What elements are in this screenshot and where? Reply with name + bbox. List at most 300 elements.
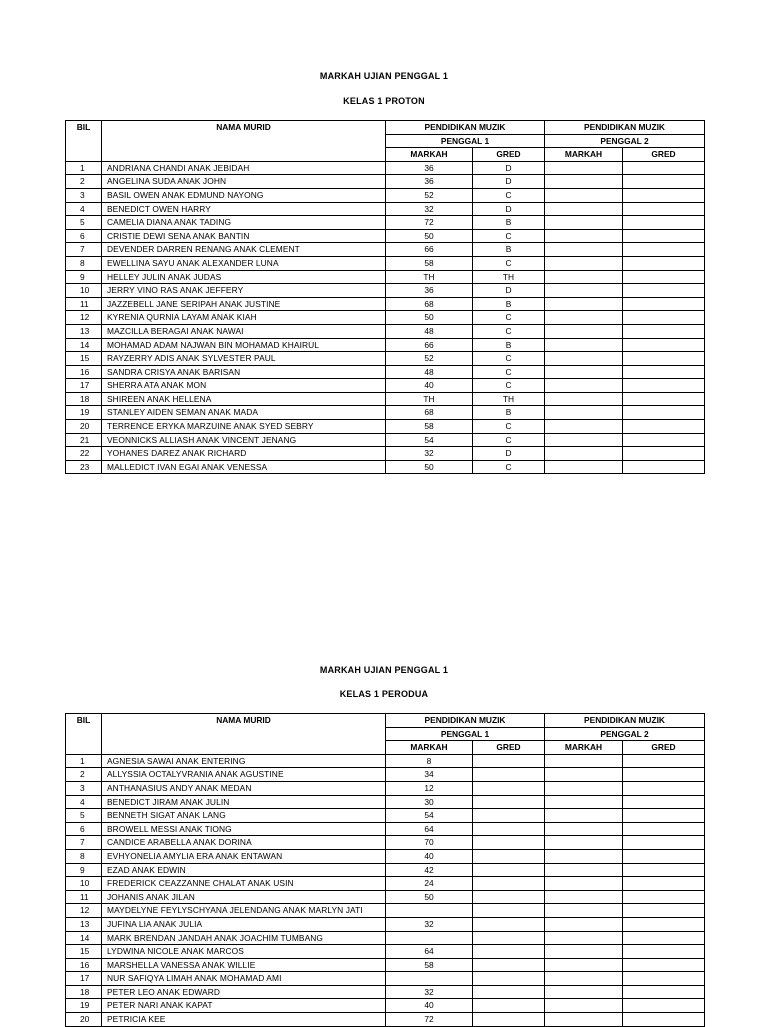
- term-1-grade: [473, 836, 545, 850]
- term-2-mark: [545, 161, 623, 175]
- term-1-mark: 42: [386, 863, 473, 877]
- term-1-grade: B: [473, 338, 545, 352]
- term-2-mark: [545, 175, 623, 189]
- term-1-grade: C: [473, 229, 545, 243]
- table-row: [66, 379, 705, 393]
- student-name: PETER NARI ANAK KAPAT: [102, 999, 386, 1013]
- term-1-grade: [473, 863, 545, 877]
- term-2-mark: [545, 420, 623, 434]
- row-number: 11: [66, 297, 102, 311]
- table-row: [66, 781, 705, 795]
- term-2-grade: [623, 188, 705, 202]
- row-number: 13: [66, 917, 102, 931]
- student-name: CAMELIA DIANA ANAK TADING: [102, 216, 386, 230]
- table-row: [66, 420, 705, 434]
- term-1-mark: 8: [386, 754, 473, 768]
- term-1-grade: C: [473, 188, 545, 202]
- term-1-mark: [386, 931, 473, 945]
- row-number: 7: [66, 243, 102, 257]
- term-2-grade: [623, 836, 705, 850]
- table-row: [66, 999, 705, 1013]
- term-1-mark: 68: [386, 297, 473, 311]
- term-2-grade: [623, 392, 705, 406]
- term-2-mark: [545, 379, 623, 393]
- term-1-grade: B: [473, 243, 545, 257]
- term-1-grade: [473, 809, 545, 823]
- header-grade-1: GRED: [473, 741, 545, 755]
- term-2-mark: [545, 972, 623, 986]
- student-name: MAYDELYNE FEYLYSCHYANA JELENDANG ANAK MARLYN JATI: [102, 904, 386, 918]
- header-subject-2: PENDIDIKAN MUZIK: [545, 121, 705, 135]
- row-number: 1: [66, 161, 102, 175]
- table-row: [66, 270, 705, 284]
- class-name: KELAS 1 PERODUA: [339, 689, 429, 699]
- term-2-mark: [545, 352, 623, 366]
- term-2-grade: [623, 311, 705, 325]
- term-2-grade: [623, 175, 705, 189]
- term-2-grade: [623, 161, 705, 175]
- term-1-grade: C: [473, 365, 545, 379]
- term-2-mark: [545, 768, 623, 782]
- term-2-grade: [623, 365, 705, 379]
- row-number: 17: [66, 972, 102, 986]
- marks-table: [65, 713, 705, 1027]
- header-bil: BIL: [66, 121, 102, 162]
- term-2-mark: [545, 270, 623, 284]
- term-2-grade: [623, 338, 705, 352]
- term-2-grade: [623, 447, 705, 461]
- table-row: [66, 284, 705, 298]
- row-number: 6: [66, 229, 102, 243]
- student-name: BENNETH SIGAT ANAK LANG: [102, 809, 386, 823]
- row-number: 10: [66, 877, 102, 891]
- table-row: [66, 175, 705, 189]
- header-term-1: PENGGAL 1: [386, 134, 545, 148]
- term-1-grade: [473, 1013, 545, 1027]
- student-name: EZAD ANAK EDWIN: [102, 863, 386, 877]
- row-number: 22: [66, 447, 102, 461]
- term-1-mark: 70: [386, 836, 473, 850]
- term-1-grade: [473, 795, 545, 809]
- term-2-grade: [623, 284, 705, 298]
- term-1-mark: 34: [386, 768, 473, 782]
- student-name: STANLEY AIDEN SEMAN ANAK MADA: [102, 406, 386, 420]
- header-mark-2: MARKAH: [545, 741, 623, 755]
- row-number: 13: [66, 324, 102, 338]
- student-name: BENEDICT OWEN HARRY: [102, 202, 386, 216]
- term-1-grade: [473, 904, 545, 918]
- term-2-grade: [623, 890, 705, 904]
- row-number: 17: [66, 379, 102, 393]
- student-name: LYDWINA NICOLE ANAK MARCOS: [102, 945, 386, 959]
- term-2-mark: [545, 836, 623, 850]
- term-2-grade: [623, 256, 705, 270]
- term-1-grade: B: [473, 216, 545, 230]
- term-1-mark: 64: [386, 945, 473, 959]
- term-2-mark: [545, 958, 623, 972]
- term-2-mark: [545, 447, 623, 461]
- row-number: 1: [66, 754, 102, 768]
- student-name: YOHANES DAREZ ANAK RICHARD: [102, 447, 386, 461]
- term-2-mark: [545, 229, 623, 243]
- table-row: [66, 931, 705, 945]
- term-1-mark: 50: [386, 460, 473, 474]
- term-2-mark: [545, 863, 623, 877]
- table-row: [66, 890, 705, 904]
- term-2-mark: [545, 256, 623, 270]
- student-name: JERRY VINO RAS ANAK JEFFERY: [102, 284, 386, 298]
- term-1-mark: 32: [386, 202, 473, 216]
- row-number: 10: [66, 284, 102, 298]
- term-1-mark: TH: [386, 392, 473, 406]
- term-2-mark: [545, 781, 623, 795]
- term-1-mark: 32: [386, 447, 473, 461]
- term-1-mark: 12: [386, 781, 473, 795]
- term-2-mark: [545, 945, 623, 959]
- term-1-grade: D: [473, 447, 545, 461]
- term-2-grade: [623, 216, 705, 230]
- term-2-grade: [623, 999, 705, 1013]
- header-grade-1: GRED: [473, 148, 545, 162]
- term-1-mark: 54: [386, 433, 473, 447]
- term-2-grade: [623, 379, 705, 393]
- table-row: [66, 406, 705, 420]
- term-1-grade: [473, 917, 545, 931]
- term-1-mark: 48: [386, 324, 473, 338]
- term-1-grade: C: [473, 352, 545, 366]
- term-1-grade: B: [473, 297, 545, 311]
- table-row: [66, 972, 705, 986]
- row-number: 18: [66, 392, 102, 406]
- term-1-grade: [473, 781, 545, 795]
- header-bil: BIL: [66, 714, 102, 755]
- term-2-mark: [545, 890, 623, 904]
- student-name: SANDRA CRISYA ANAK BARISAN: [102, 365, 386, 379]
- term-1-grade: [473, 768, 545, 782]
- term-1-mark: 58: [386, 256, 473, 270]
- student-name: HELLEY JULIN ANAK JUDAS: [102, 270, 386, 284]
- term-2-grade: [623, 433, 705, 447]
- term-2-mark: [545, 999, 623, 1013]
- term-2-grade: [623, 1013, 705, 1027]
- term-2-mark: [545, 931, 623, 945]
- term-1-grade: C: [473, 324, 545, 338]
- term-1-mark: 58: [386, 958, 473, 972]
- term-2-grade: [623, 754, 705, 768]
- term-2-mark: [545, 754, 623, 768]
- section-title: MARKAH UJIAN PENGGAL 1: [319, 665, 449, 675]
- term-1-grade: [473, 877, 545, 891]
- table-row: [66, 958, 705, 972]
- student-name: DEVENDER DARREN RENANG ANAK CLEMENT: [102, 243, 386, 257]
- term-2-grade: [623, 768, 705, 782]
- student-name: JAZZEBELL JANE SERIPAH ANAK JUSTINE: [102, 297, 386, 311]
- term-1-grade: C: [473, 420, 545, 434]
- term-1-grade: [473, 958, 545, 972]
- term-1-grade: [473, 822, 545, 836]
- row-number: 16: [66, 958, 102, 972]
- term-1-grade: D: [473, 284, 545, 298]
- table-row: [66, 161, 705, 175]
- row-number: 16: [66, 365, 102, 379]
- term-1-mark: 32: [386, 985, 473, 999]
- term-2-grade: [623, 352, 705, 366]
- student-name: AGNESIA SAWAI ANAK ENTERING: [102, 754, 386, 768]
- row-number: 14: [66, 338, 102, 352]
- term-2-grade: [623, 324, 705, 338]
- term-1-grade: C: [473, 379, 545, 393]
- student-name: PETRICIA KEE: [102, 1013, 386, 1027]
- term-1-mark: 40: [386, 849, 473, 863]
- student-name: MAZCILLA BERAGAI ANAK NAWAI: [102, 324, 386, 338]
- term-1-grade: [473, 849, 545, 863]
- table-row: [66, 822, 705, 836]
- term-1-grade: B: [473, 406, 545, 420]
- student-name: JOHANIS ANAK JILAN: [102, 890, 386, 904]
- section-title: MARKAH UJIAN PENGGAL 1: [319, 71, 449, 81]
- table-row: [66, 311, 705, 325]
- header-subject-2: PENDIDIKAN MUZIK: [545, 714, 705, 728]
- header-name: NAMA MURID: [102, 714, 386, 755]
- row-number: 23: [66, 460, 102, 474]
- term-1-grade: [473, 945, 545, 959]
- header-grade-2: GRED: [623, 741, 705, 755]
- student-name: MARSHELLA VANESSA ANAK WILLIE: [102, 958, 386, 972]
- term-2-grade: [623, 904, 705, 918]
- term-1-mark: 72: [386, 216, 473, 230]
- term-1-mark: 52: [386, 352, 473, 366]
- term-2-mark: [545, 917, 623, 931]
- table-row: [66, 863, 705, 877]
- student-name: BASIL OWEN ANAK EDMUND NAYONG: [102, 188, 386, 202]
- header-subject-1: PENDIDIKAN MUZIK: [386, 121, 545, 135]
- term-2-mark: [545, 985, 623, 999]
- header-grade-2: GRED: [623, 148, 705, 162]
- term-1-mark: [386, 904, 473, 918]
- header-subject-1: PENDIDIKAN MUZIK: [386, 714, 545, 728]
- student-name: MOHAMAD ADAM NAJWAN BIN MOHAMAD KHAIRUL: [102, 338, 386, 352]
- row-number: 14: [66, 931, 102, 945]
- student-name: KYRENIA QURNIA LAYAM ANAK KIAH: [102, 311, 386, 325]
- row-number: 20: [66, 1013, 102, 1027]
- table-row: [66, 202, 705, 216]
- term-2-mark: [545, 822, 623, 836]
- row-number: 19: [66, 406, 102, 420]
- term-1-mark: 54: [386, 809, 473, 823]
- table-row: [66, 795, 705, 809]
- table-row: [66, 392, 705, 406]
- term-2-grade: [623, 822, 705, 836]
- term-2-mark: [545, 324, 623, 338]
- row-number: 3: [66, 781, 102, 795]
- term-1-mark: 66: [386, 243, 473, 257]
- term-2-grade: [623, 460, 705, 474]
- student-name: FREDERICK CEAZZANNE CHALAT ANAK USIN: [102, 877, 386, 891]
- term-2-grade: [623, 877, 705, 891]
- term-2-grade: [623, 863, 705, 877]
- term-1-mark: TH: [386, 270, 473, 284]
- term-2-mark: [545, 311, 623, 325]
- header-term-2: PENGGAL 2: [545, 727, 705, 741]
- row-number: 4: [66, 202, 102, 216]
- table-row: [66, 1013, 705, 1027]
- row-number: 9: [66, 270, 102, 284]
- term-2-mark: [545, 188, 623, 202]
- table-row: [66, 243, 705, 257]
- term-1-grade: TH: [473, 392, 545, 406]
- term-2-mark: [545, 904, 623, 918]
- row-number: 12: [66, 311, 102, 325]
- table-row: [66, 216, 705, 230]
- row-number: 8: [66, 849, 102, 863]
- term-1-grade: D: [473, 202, 545, 216]
- student-name: MALLEDICT IVAN EGAI ANAK VENESSA: [102, 460, 386, 474]
- header-mark-2: MARKAH: [545, 148, 623, 162]
- table-row: [66, 917, 705, 931]
- row-number: 19: [66, 999, 102, 1013]
- row-number: 8: [66, 256, 102, 270]
- table-row: [66, 945, 705, 959]
- term-2-grade: [623, 297, 705, 311]
- student-name: EWELLINA SAYU ANAK ALEXANDER LUNA: [102, 256, 386, 270]
- header-name: NAMA MURID: [102, 121, 386, 162]
- table-row: [66, 229, 705, 243]
- header-term-2: PENGGAL 2: [545, 134, 705, 148]
- term-2-grade: [623, 958, 705, 972]
- term-1-mark: [386, 972, 473, 986]
- student-name: SHERRA ATA ANAK MON: [102, 379, 386, 393]
- term-1-grade: D: [473, 161, 545, 175]
- term-1-grade: [473, 754, 545, 768]
- term-1-mark: 52: [386, 188, 473, 202]
- student-name: JUFINA LIA ANAK JULIA: [102, 917, 386, 931]
- table-row: [66, 256, 705, 270]
- term-1-grade: TH: [473, 270, 545, 284]
- header-mark-1: MARKAH: [386, 741, 473, 755]
- student-name: SHIREEN ANAK HELLENA: [102, 392, 386, 406]
- table-row: [66, 877, 705, 891]
- class-name: KELAS 1 PROTON: [343, 96, 425, 106]
- term-2-grade: [623, 809, 705, 823]
- row-number: 20: [66, 420, 102, 434]
- term-1-grade: [473, 972, 545, 986]
- term-2-mark: [545, 284, 623, 298]
- term-1-grade: [473, 999, 545, 1013]
- table-row: [66, 433, 705, 447]
- term-1-mark: 40: [386, 999, 473, 1013]
- student-name: ANGELINA SUDA ANAK JOHN: [102, 175, 386, 189]
- term-1-mark: 66: [386, 338, 473, 352]
- term-1-mark: 48: [386, 365, 473, 379]
- row-number: 7: [66, 836, 102, 850]
- student-name: CRISTIE DEWI SENA ANAK BANTIN: [102, 229, 386, 243]
- term-2-grade: [623, 945, 705, 959]
- marks-table: [65, 120, 705, 474]
- term-2-mark: [545, 406, 623, 420]
- table-row: [66, 365, 705, 379]
- row-number: 12: [66, 904, 102, 918]
- term-2-grade: [623, 243, 705, 257]
- table-row: [66, 460, 705, 474]
- term-1-grade: [473, 931, 545, 945]
- term-1-grade: D: [473, 175, 545, 189]
- row-number: 9: [66, 863, 102, 877]
- student-name: BENEDICT JIRAM ANAK JULIN: [102, 795, 386, 809]
- term-1-mark: 68: [386, 406, 473, 420]
- term-1-mark: 36: [386, 284, 473, 298]
- student-name: VEONNICKS ALLIASH ANAK VINCENT JENANG: [102, 433, 386, 447]
- term-2-grade: [623, 202, 705, 216]
- student-name: ANDRIANA CHANDI ANAK JEBIDAH: [102, 161, 386, 175]
- term-2-grade: [623, 795, 705, 809]
- term-1-grade: [473, 890, 545, 904]
- term-2-grade: [623, 406, 705, 420]
- header-term-1: PENGGAL 1: [386, 727, 545, 741]
- student-name: BROWELL MESSI ANAK TIONG: [102, 822, 386, 836]
- term-1-mark: 30: [386, 795, 473, 809]
- table-row: [66, 324, 705, 338]
- row-number: 3: [66, 188, 102, 202]
- term-2-mark: [545, 1013, 623, 1027]
- term-2-grade: [623, 917, 705, 931]
- table-row: [66, 754, 705, 768]
- term-2-mark: [545, 338, 623, 352]
- term-1-mark: 40: [386, 379, 473, 393]
- term-1-mark: 58: [386, 420, 473, 434]
- term-2-mark: [545, 877, 623, 891]
- row-number: 18: [66, 985, 102, 999]
- student-name: CANDICE ARABELLA ANAK DORINA: [102, 836, 386, 850]
- row-number: 5: [66, 809, 102, 823]
- table-row: [66, 849, 705, 863]
- term-2-mark: [545, 297, 623, 311]
- student-name: PETER LEO ANAK EDWARD: [102, 985, 386, 999]
- term-2-mark: [545, 243, 623, 257]
- student-name: NUR SAFIQYA LIMAH ANAK MOHAMAD AMI: [102, 972, 386, 986]
- term-2-grade: [623, 849, 705, 863]
- table-row: [66, 985, 705, 999]
- row-number: 15: [66, 352, 102, 366]
- term-1-grade: C: [473, 433, 545, 447]
- student-name: MARK BRENDAN JANDAH ANAK JOACHIM TUMBANG: [102, 931, 386, 945]
- term-2-mark: [545, 849, 623, 863]
- table-row: [66, 338, 705, 352]
- row-number: 6: [66, 822, 102, 836]
- term-1-grade: C: [473, 460, 545, 474]
- table-row: [66, 768, 705, 782]
- term-1-mark: 72: [386, 1013, 473, 1027]
- term-1-mark: 50: [386, 311, 473, 325]
- row-number: 4: [66, 795, 102, 809]
- row-number: 5: [66, 216, 102, 230]
- term-1-mark: 36: [386, 161, 473, 175]
- row-number: 11: [66, 890, 102, 904]
- table-row: [66, 836, 705, 850]
- term-2-grade: [623, 972, 705, 986]
- term-2-grade: [623, 420, 705, 434]
- term-1-mark: 64: [386, 822, 473, 836]
- term-1-mark: 32: [386, 917, 473, 931]
- term-2-mark: [545, 365, 623, 379]
- term-1-mark: 24: [386, 877, 473, 891]
- term-2-mark: [545, 202, 623, 216]
- table-row: [66, 904, 705, 918]
- term-2-grade: [623, 229, 705, 243]
- term-2-mark: [545, 216, 623, 230]
- term-2-mark: [545, 433, 623, 447]
- student-name: RAYZERRY ADIS ANAK SYLVESTER PAUL: [102, 352, 386, 366]
- term-2-mark: [545, 392, 623, 406]
